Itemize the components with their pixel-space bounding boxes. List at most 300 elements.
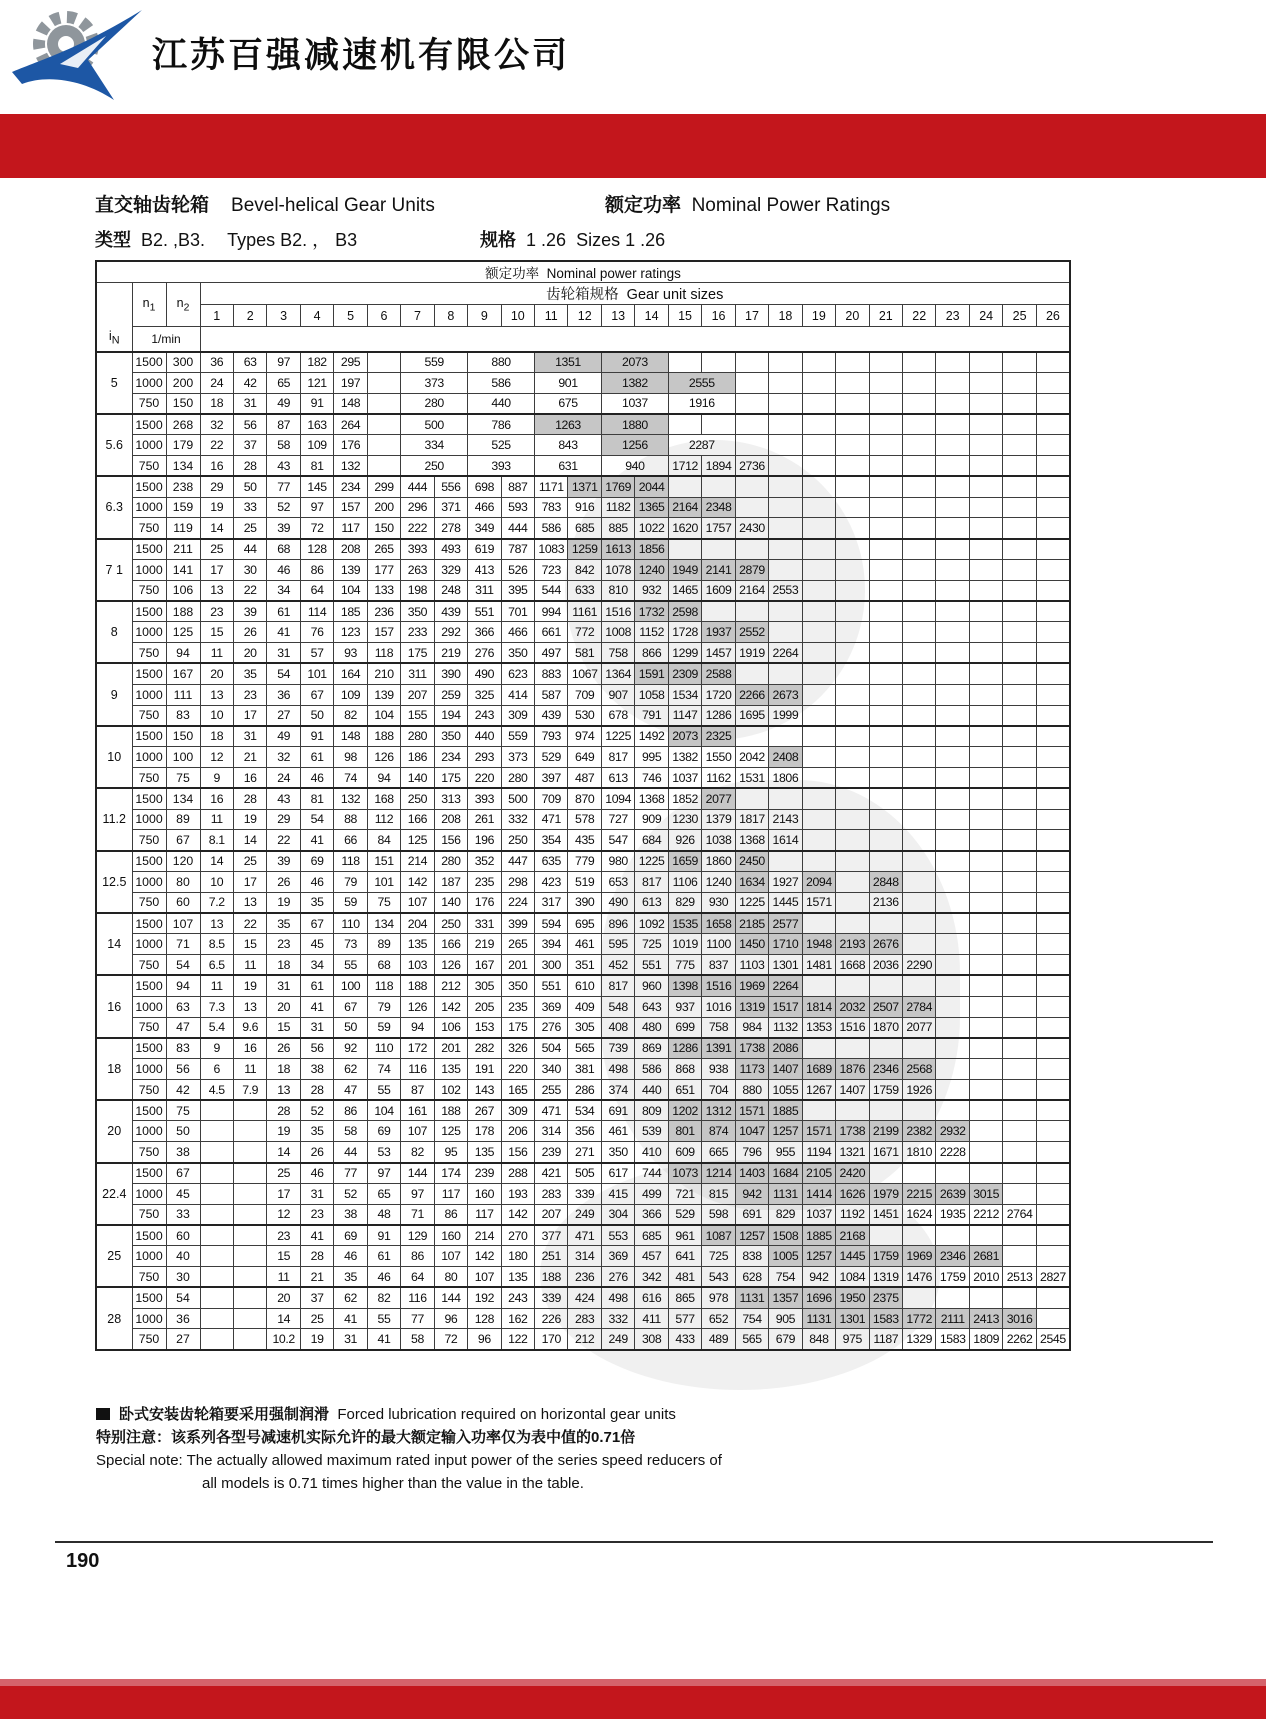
power-cell: [836, 497, 869, 518]
n1-value: 750: [132, 580, 166, 601]
power-cell: 264: [334, 414, 367, 435]
power-cell: 17: [267, 1183, 300, 1204]
power-cell: 52: [267, 497, 300, 518]
power-cell: 356: [568, 1121, 601, 1142]
power-cell: 17: [233, 705, 266, 726]
power-cell: 295: [334, 352, 367, 373]
power-cell: 12: [200, 747, 233, 768]
power-cell: 350: [401, 601, 434, 622]
power-cell: 201: [434, 1038, 467, 1059]
product-title-cn: 直交轴齿轮箱: [95, 195, 210, 216]
power-cell: 86: [334, 1100, 367, 1121]
power-cell: 86: [434, 1204, 467, 1225]
power-cell: [869, 851, 902, 872]
power-cell: [1003, 955, 1036, 976]
power-cell: 283: [535, 1183, 568, 1204]
power-cell: 2077: [903, 1017, 936, 1038]
type-label-cn: 类型: [95, 230, 131, 250]
power-cell: 754: [735, 1308, 768, 1329]
power-cell: 18: [267, 955, 300, 976]
power-cell: 82: [367, 1287, 400, 1308]
power-cell: 1092: [635, 913, 668, 934]
power-cell: [936, 476, 969, 497]
power-cell: 63: [233, 352, 266, 373]
power-cell: 1624: [903, 1204, 936, 1225]
power-cell: [702, 352, 735, 373]
power-cell: 22: [233, 913, 266, 934]
power-cell: 619: [468, 539, 501, 560]
power-cell: 68: [267, 539, 300, 560]
power-cell: [735, 539, 768, 560]
power-cell: 14: [200, 851, 233, 872]
power-cell: 298: [501, 871, 534, 892]
power-cell: 1885: [769, 1100, 802, 1121]
size-column-16: 16: [702, 305, 735, 327]
power-cell: [1036, 559, 1070, 580]
power-cell: [903, 851, 936, 872]
power-cell: 2346: [936, 1246, 969, 1267]
table-row: [96, 1142, 1070, 1163]
power-cell: 29: [200, 476, 233, 497]
power-cell: 1516: [601, 601, 634, 622]
page-number: 190: [66, 1550, 100, 1572]
power-cell: [1036, 747, 1070, 768]
power-cell: 77: [334, 1163, 367, 1184]
power-cell: [969, 726, 1002, 747]
power-cell: 2507: [869, 996, 902, 1017]
power-cell: 255: [535, 1079, 568, 1100]
power-cell: [1036, 1225, 1070, 1246]
power-cell: [1003, 996, 1036, 1017]
power-cell: [233, 1183, 266, 1204]
power-cell: 815: [702, 1183, 735, 1204]
power-cell: 109: [300, 435, 333, 456]
power-cell: [869, 539, 902, 560]
power-cell: 1659: [668, 851, 701, 872]
power-cell: [200, 1163, 233, 1184]
power-cell: 200: [367, 497, 400, 518]
n2-value: 42: [166, 1079, 200, 1100]
power-cell: 74: [367, 1059, 400, 1080]
power-cell: [1003, 539, 1036, 560]
power-cell: 69: [367, 1121, 400, 1142]
power-cell: 311: [401, 663, 434, 684]
power-cell: 148: [334, 726, 367, 747]
ratio-value: 8: [96, 601, 132, 663]
power-cell: 466: [501, 622, 534, 643]
power-cell: 866: [635, 643, 668, 664]
power-cell: 19: [267, 1121, 300, 1142]
power-cell: 2545: [1036, 1329, 1070, 1350]
power-cell: [769, 622, 802, 643]
power-cell: 19: [300, 1329, 333, 1350]
power-cell: 529: [668, 1204, 701, 1225]
power-cell: 46: [267, 559, 300, 580]
power-cell: [903, 1163, 936, 1184]
power-cell: 214: [468, 1225, 501, 1246]
power-cell: [1003, 809, 1036, 830]
power-cell: 801: [668, 1121, 701, 1142]
power-cell: [969, 996, 1002, 1017]
power-cell: 239: [535, 1142, 568, 1163]
power-cell: 104: [367, 705, 400, 726]
power-cell: 691: [735, 1204, 768, 1225]
power-cell: 975: [836, 1329, 869, 1350]
power-cell: 156: [434, 830, 467, 851]
power-cell: 1935: [936, 1204, 969, 1225]
power-cell: 243: [468, 705, 501, 726]
power-cell: 126: [434, 955, 467, 976]
power-cell: 91: [300, 393, 333, 414]
n1-value: 1000: [132, 559, 166, 580]
power-cell: [1003, 1100, 1036, 1121]
power-cell: 6: [200, 1059, 233, 1080]
power-cell: 497: [535, 643, 568, 664]
power-cell: 9: [200, 1038, 233, 1059]
power-cell: 2266: [735, 684, 768, 705]
table-row: [96, 747, 1070, 768]
power-cell: 46: [300, 871, 333, 892]
power-cell: [969, 809, 1002, 830]
power-cell: [233, 1100, 266, 1121]
power-cell: 783: [535, 497, 568, 518]
power-cell: 46: [367, 1267, 400, 1288]
power-cell: [200, 1329, 233, 1350]
power-cell: 394: [535, 934, 568, 955]
n1-value: 1500: [132, 476, 166, 497]
table-row: [96, 601, 1070, 622]
power-cell: 2555: [668, 372, 735, 393]
power-cell: 938: [702, 1059, 735, 1080]
power-cell: 72: [300, 518, 333, 539]
power-cell: [836, 788, 869, 809]
power-cell: 43: [267, 455, 300, 476]
power-cell: [1036, 684, 1070, 705]
power-cell: [836, 892, 869, 913]
power-cell: 19: [267, 892, 300, 913]
power-cell: 86: [300, 559, 333, 580]
power-cell: 61: [267, 601, 300, 622]
table-row: [96, 580, 1070, 601]
table-row: [96, 1163, 1070, 1184]
power-cell: 791: [635, 705, 668, 726]
power-cell: [903, 1038, 936, 1059]
power-cell: 995: [635, 747, 668, 768]
power-cell: 107: [434, 1246, 467, 1267]
n2-value: 40: [166, 1246, 200, 1267]
n2-value: 200: [166, 372, 200, 393]
power-cell: [836, 767, 869, 788]
n1-value: 1500: [132, 1225, 166, 1246]
power-cell: 18: [267, 1059, 300, 1080]
power-cell: 197: [334, 372, 367, 393]
power-cell: [367, 435, 400, 456]
power-cell: [233, 1329, 266, 1350]
n2-value: 47: [166, 1017, 200, 1038]
power-cell: 17: [200, 559, 233, 580]
power-cell: [1003, 455, 1036, 476]
power-cell: 220: [501, 1059, 534, 1080]
power-cell: 1192: [836, 1204, 869, 1225]
power-cell: 65: [267, 372, 300, 393]
power-cell: 691: [601, 1100, 634, 1121]
power-cell: [200, 1225, 233, 1246]
power-cell: [1036, 497, 1070, 518]
power-cell: 2044: [635, 476, 668, 497]
footnotes: [96, 1404, 722, 1496]
ratio-value: 5: [96, 352, 132, 414]
power-cell: 280: [434, 851, 467, 872]
power-cell: [969, 622, 1002, 643]
n2-value: 211: [166, 539, 200, 560]
power-cell: 1880: [601, 414, 668, 435]
power-cell: 74: [334, 767, 367, 788]
power-cell: 758: [601, 643, 634, 664]
size-column-22: 22: [903, 305, 936, 327]
table-row: [96, 435, 1070, 456]
power-cell: 369: [535, 996, 568, 1017]
power-cell: 942: [735, 1183, 768, 1204]
n1-value: 1000: [132, 372, 166, 393]
power-cell: 1451: [869, 1204, 902, 1225]
power-cell: 42: [233, 372, 266, 393]
power-cell: 41: [334, 1308, 367, 1329]
power-cell: [936, 539, 969, 560]
power-cell: 1055: [769, 1079, 802, 1100]
power-cell: 249: [601, 1329, 634, 1350]
table-row: [96, 1038, 1070, 1059]
power-cell: [802, 851, 835, 872]
power-cell: 1058: [635, 684, 668, 705]
power-cell: [869, 497, 902, 518]
power-cell: 2193: [836, 934, 869, 955]
power-cell: 98: [334, 747, 367, 768]
power-cell: [936, 1079, 969, 1100]
power-cell: 452: [601, 955, 634, 976]
size-column-10: 10: [501, 305, 534, 327]
power-cell: 551: [468, 601, 501, 622]
power-cell: 288: [501, 1163, 534, 1184]
power-cell: [200, 1246, 233, 1267]
power-cell: 1710: [769, 934, 802, 955]
power-cell: 33: [233, 497, 266, 518]
n1-value: 750: [132, 1204, 166, 1225]
power-cell: 46: [300, 1163, 333, 1184]
power-cell: 61: [367, 1246, 400, 1267]
power-cell: 586: [468, 372, 535, 393]
size-column-13: 13: [601, 305, 634, 327]
power-cell: 14: [267, 1142, 300, 1163]
power-cell: 354: [535, 830, 568, 851]
power-cell: 128: [468, 1308, 501, 1329]
n2-value: 94: [166, 975, 200, 996]
company-name: 江苏百强减速机有限公司: [152, 36, 571, 75]
power-cell: 118: [334, 851, 367, 872]
power-cell: 2228: [936, 1142, 969, 1163]
power-cell: 12: [267, 1204, 300, 1225]
n2-value: 159: [166, 497, 200, 518]
power-cell: 235: [468, 871, 501, 892]
power-cell: 1382: [601, 372, 668, 393]
power-cell: [1036, 393, 1070, 414]
power-cell: [969, 497, 1002, 518]
power-cell: 1948: [802, 934, 835, 955]
power-cell: 58: [334, 1121, 367, 1142]
power-cell: [1036, 1204, 1070, 1225]
power-cell: 440: [635, 1079, 668, 1100]
power-cell: [200, 1142, 233, 1163]
power-cell: 31: [300, 1017, 333, 1038]
power-cell: 77: [267, 476, 300, 497]
power-cell: 1738: [836, 1121, 869, 1142]
power-cell: 117: [434, 1183, 467, 1204]
power-cell: [903, 726, 936, 747]
ratio-value: 16: [96, 975, 132, 1037]
power-cell: 424: [568, 1287, 601, 1308]
special-note-en-2: all models is 0.71 times higher than the value in the table.: [202, 1475, 584, 1492]
power-cell: 1131: [735, 1287, 768, 1308]
n1-value: 1500: [132, 913, 166, 934]
power-cell: 628: [735, 1267, 768, 1288]
power-cell: [936, 622, 969, 643]
power-cell: 62: [334, 1059, 367, 1080]
power-cell: 261: [468, 809, 501, 830]
power-cell: 2848: [869, 871, 902, 892]
power-cell: [936, 851, 969, 872]
power-cell: 69: [334, 1225, 367, 1246]
power-cell: [836, 393, 869, 414]
power-cell: [903, 559, 936, 580]
ratio-column-header: $i_N$: [96, 283, 132, 352]
power-cell: [969, 747, 1002, 768]
n2-value: 100: [166, 747, 200, 768]
power-cell: 107: [401, 892, 434, 913]
power-cell: 166: [401, 809, 434, 830]
power-cell: 1759: [869, 1246, 902, 1267]
power-cell: 1450: [735, 934, 768, 955]
power-cell: 1949: [668, 559, 701, 580]
power-cell: 20: [200, 663, 233, 684]
power-cell: 499: [635, 1183, 668, 1204]
power-cell: 331: [468, 913, 501, 934]
power-cell: 1856: [635, 539, 668, 560]
power-cell: 13: [233, 996, 266, 1017]
power-cell: 1257: [769, 1121, 802, 1142]
power-cell: 140: [401, 767, 434, 788]
power-cell: [233, 1308, 266, 1329]
power-cell: [802, 1100, 835, 1121]
power-cell: [1003, 1121, 1036, 1142]
power-cell: 73: [334, 934, 367, 955]
product-title-en: Bevel-helical Gear Units: [231, 195, 435, 216]
power-cell: [668, 539, 701, 560]
power-cell: 53: [367, 1142, 400, 1163]
power-cell: 461: [568, 934, 601, 955]
power-cell: 188: [367, 726, 400, 747]
size-column-2: 2: [233, 305, 266, 327]
size-column-4: 4: [300, 305, 333, 327]
power-cell: [769, 663, 802, 684]
power-cell: [936, 747, 969, 768]
power-cell: 2077: [702, 788, 735, 809]
power-cell: 587: [535, 684, 568, 705]
n1-value: 750: [132, 955, 166, 976]
power-cell: [869, 705, 902, 726]
power-cell: 409: [568, 996, 601, 1017]
power-cell: [802, 580, 835, 601]
ratio-value: 7 1: [96, 539, 132, 601]
power-cell: 84: [367, 830, 400, 851]
power-cell: 58: [401, 1329, 434, 1350]
power-cell: 91: [367, 1225, 400, 1246]
power-cell: 222: [401, 518, 434, 539]
power-cell: [869, 975, 902, 996]
power-cell: 1671: [869, 1142, 902, 1163]
power-cell: [903, 684, 936, 705]
power-cell: 1087: [702, 1225, 735, 1246]
power-cell: 22: [200, 435, 233, 456]
power-cell: 188: [535, 1267, 568, 1288]
power-cell: [836, 975, 869, 996]
table-row: [96, 497, 1070, 518]
power-cell: 725: [635, 934, 668, 955]
power-cell: 1969: [735, 975, 768, 996]
power-cell: 20: [267, 996, 300, 1017]
power-cell: 838: [735, 1246, 768, 1267]
power-cell: 265: [367, 539, 400, 560]
power-cell: 526: [501, 559, 534, 580]
power-cell: 2086: [769, 1038, 802, 1059]
power-cell: 342: [635, 1267, 668, 1288]
power-cell: 280: [401, 393, 468, 414]
n2-value: 120: [166, 851, 200, 872]
power-cell: 2764: [1003, 1204, 1036, 1225]
table-row: [96, 455, 1070, 476]
power-cell: 2042: [735, 747, 768, 768]
power-cell: [1036, 955, 1070, 976]
power-cell: 55: [334, 955, 367, 976]
power-cell: [903, 1287, 936, 1308]
power-cell: [668, 414, 701, 435]
n1-value: 1500: [132, 726, 166, 747]
power-cell: 2094: [802, 871, 835, 892]
power-cell: 280: [401, 726, 434, 747]
n2-value: 83: [166, 705, 200, 726]
power-cell: 1225: [601, 726, 634, 747]
power-cell: [802, 393, 835, 414]
power-cell: [1036, 1308, 1070, 1329]
power-cell: 103: [401, 955, 434, 976]
power-cell: 1583: [936, 1329, 969, 1350]
power-cell: 23: [233, 684, 266, 705]
power-cell: [869, 767, 902, 788]
power-cell: [836, 830, 869, 851]
power-cell: 837: [702, 955, 735, 976]
power-cell: [936, 684, 969, 705]
power-cell: 250: [434, 913, 467, 934]
power-cell: 2513: [1003, 1267, 1036, 1288]
power-cell: [969, 435, 1002, 456]
power-cell: 1263: [535, 414, 602, 435]
power-cell: 54: [300, 809, 333, 830]
rating-title-en: Nominal Power Ratings: [691, 195, 891, 216]
power-cell: 649: [568, 747, 601, 768]
power-cell: 160: [468, 1183, 501, 1204]
n2-value: 300: [166, 352, 200, 373]
power-cell: 556: [434, 476, 467, 497]
power-cell: 1286: [702, 705, 735, 726]
power-cell: 95: [434, 1142, 467, 1163]
